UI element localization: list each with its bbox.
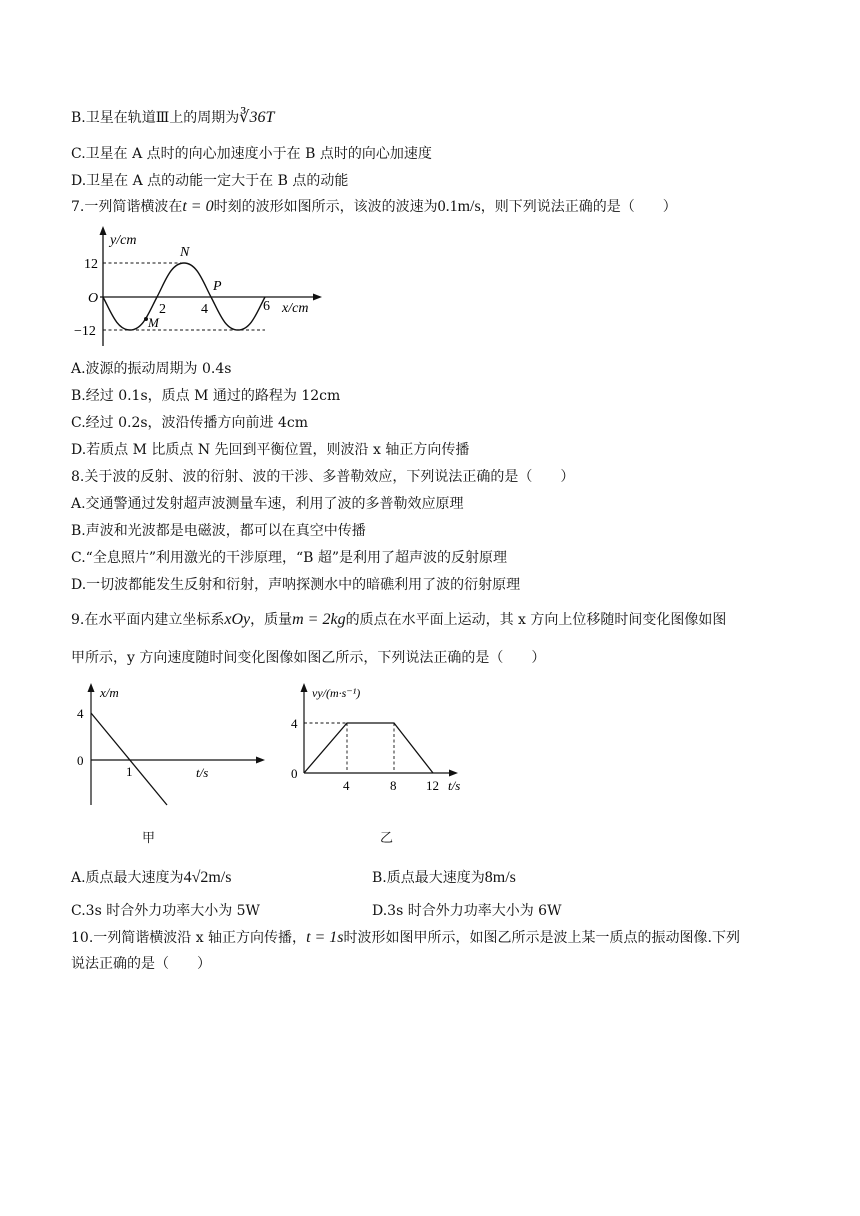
jia-x-tick-1: 1 — [126, 764, 133, 779]
q9-option-a-text: A.质点最大速度为 — [71, 870, 184, 886]
yi-x-tick-4: 4 — [343, 778, 350, 793]
q9-caption-yi: 乙 — [380, 831, 394, 846]
q6-option-d: D.卫星在 A 点的动能一定大于在 B 点的动能 — [71, 173, 349, 189]
jia-line-x-vs-t — [91, 713, 167, 805]
q9-figure-yi — [285, 680, 485, 800]
q6-option-b-formula: ∛36T — [239, 109, 275, 126]
q7-x-arrow — [313, 294, 322, 301]
q9-option-b-formula: 8m/s — [484, 869, 516, 886]
q7-x-axis-label: x/cm — [282, 301, 309, 316]
q9-option-b-text: B.质点最大速度为 — [372, 870, 485, 886]
q8-option-c: C.“全息照片”利用激光的干涉原理，“B 超”是利用了超声波的反射原理 — [71, 550, 508, 566]
jia-y-tick-4: 4 — [77, 706, 84, 721]
yi-x-tick-12: 12 — [426, 778, 439, 793]
q9-stem-text-3: 的质点在水平面上运动，其 x 方向上位移随时间变化图像如图 — [345, 612, 727, 628]
jia-x-arrow — [256, 757, 265, 764]
q7-point-n-label: N — [180, 245, 190, 260]
q10-stem-text-2: 时波形如图甲所示，如图乙所示是波上某一质点的振动图像.下列 — [343, 930, 740, 946]
jia-x-axis-label: t/s — [196, 765, 209, 780]
q7-option-b: B.经过 0.1s，质点 M 通过的路程为 12cm — [71, 388, 341, 404]
q7-option-a: A.波源的振动周期为 0.4s — [71, 361, 232, 377]
q7-y-tick-12: 12 — [84, 257, 98, 272]
q7-x-tick-2: 2 — [159, 302, 166, 317]
q7-y-tick-neg12: −12 — [74, 324, 96, 339]
q7-point-m-label: M — [148, 315, 159, 330]
q7-x-tick-4: 4 — [201, 302, 208, 317]
yi-x-arrow — [449, 770, 458, 777]
yi-y-arrow — [301, 683, 308, 692]
q7-stem-text-3: ，则下列说法正确的是（ ） — [480, 199, 677, 215]
q7-option-d: D.若质点 M 比质点 N 先回到平衡位置，则波沿 x 轴正方向传播 — [71, 442, 470, 458]
q7-x-tick-6: 6 — [263, 299, 270, 314]
q9-stem-line-1 — [71, 610, 726, 630]
q9-caption-jia: 甲 — [142, 831, 156, 846]
q7-origin-label: O — [88, 291, 99, 306]
yi-y-tick-4: 4 — [291, 716, 298, 731]
q8-option-d: D.一切波都能发生反射和衍射，声呐探测水中的暗礁利用了波的衍射原理 — [71, 577, 521, 593]
yi-x-tick-8: 8 — [390, 778, 397, 793]
q7-y-arrow — [100, 226, 107, 235]
q8-stem: 8.关于波的反射、波的衍射、波的干涉、多普勒效应，下列说法正确的是（ ） — [71, 469, 575, 485]
yi-y-axis-label: vy/(m·s⁻¹) — [312, 686, 361, 700]
jia-y-tick-0: 0 — [77, 753, 84, 768]
q7-stem-text-1: 7.一列简谐横波在 — [71, 199, 183, 215]
jia-y-axis-label: x/m — [100, 685, 119, 700]
q7-y-axis-label: y/cm — [110, 233, 137, 248]
q9-option-a-formula: 4√2m/s — [183, 869, 232, 886]
q7-stem-formula-1: t = 0 — [182, 198, 214, 215]
q9-stem-formula-2: m = 2kg — [292, 611, 346, 628]
q8-option-b: B.声波和光波都是电磁波，都可以在真空中传播 — [71, 523, 366, 539]
q7-stem — [71, 197, 677, 217]
q10-stem-text-1: 10.一列简谐横波沿 x 轴正方向传播， — [71, 930, 307, 946]
q9-stem-line-2: 甲所示，y 方向速度随时间变化图像如图乙所示，下列说法正确的是（ ） — [71, 650, 546, 666]
q7-point-p-label: P — [213, 279, 222, 294]
q6-option-c: C.卫星在 A 点时的向心加速度小于在 B 点时的向心加速度 — [71, 146, 432, 162]
q7-wave-figure — [70, 224, 330, 350]
yi-line-vy-vs-t — [304, 723, 433, 773]
yi-y-tick-0: 0 — [291, 766, 298, 781]
yi-x-axis-label: t/s — [448, 778, 461, 793]
q9-stem-text-2: ，质量 — [250, 612, 293, 628]
q10-stem-line-2: 说法正确的是（ ） — [71, 956, 211, 972]
q9-option-c: C.3s 时合外力功率大小为 5W — [71, 903, 260, 919]
q7-option-c: C.经过 0.2s，波沿传播方向前进 4cm — [71, 415, 309, 431]
q9-option-a — [71, 868, 231, 888]
q7-stem-text-2: 时刻的波形如图所示，该波的波速为 — [213, 199, 438, 215]
q6-option-b-text: B.卫星在轨道Ⅲ上的周期为 — [71, 110, 240, 126]
q10-stem-formula: t = 1s — [306, 929, 344, 946]
q9-stem-formula-1: xOy — [224, 611, 251, 628]
q8-option-a: A.交通警通过发射超声波测量车速，利用了波的多普勒效应原理 — [71, 496, 464, 512]
q10-stem-line-1 — [71, 928, 740, 948]
q9-option-b — [372, 868, 516, 888]
q9-figure-jia — [70, 680, 280, 810]
q6-option-b — [71, 108, 274, 128]
q7-stem-formula-2: 0.1m/s — [437, 198, 481, 215]
q9-stem-text-1: 9.在水平面内建立坐标系 — [71, 612, 225, 628]
jia-y-arrow — [88, 683, 95, 692]
q9-option-d: D.3s 时合外力功率大小为 6W — [372, 903, 562, 919]
